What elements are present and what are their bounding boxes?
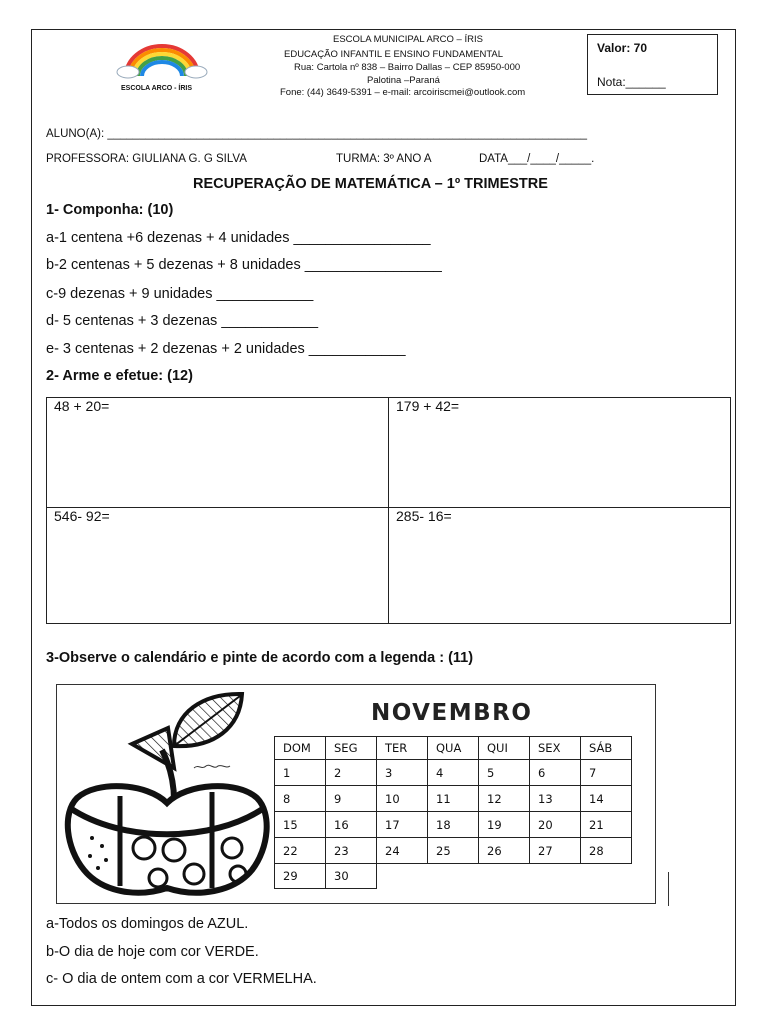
frame-right-mark: [668, 872, 669, 906]
calendar-day[interactable]: 18: [428, 812, 479, 838]
q3-heading: 3-Observe o calendário e pinte de acordo com a legenda : (11): [46, 650, 474, 666]
calendar-day[interactable]: 4: [428, 760, 479, 786]
apple-drawing-icon: [62, 688, 272, 900]
q1-item-a: a-1 centena +6 dezenas + 4 unidades _________________: [46, 230, 431, 246]
grade-box: [587, 34, 718, 95]
calendar-day[interactable]: 14: [581, 786, 632, 812]
teacher-label: PROFESSORA: GIULIANA G. G SILVA: [46, 153, 247, 165]
calendar-day[interactable]: 2: [326, 760, 377, 786]
calendar-table: [274, 736, 632, 889]
q2-heading: 2- Arme e efetue: (12): [46, 368, 193, 384]
operations-grid: [46, 397, 731, 624]
rainbow-logo-icon: [116, 42, 208, 80]
page-title: RECUPERAÇÃO DE MATEMÁTICA – 1º TRIMESTRE: [193, 176, 548, 192]
calendar-empty-cell: [581, 864, 632, 889]
weekday-header: SÁB: [581, 737, 632, 760]
school-city: Palotina –Paraná: [367, 75, 440, 86]
calendar-day[interactable]: 19: [479, 812, 530, 838]
school-address: Rua: Cartola nº 838 – Bairro Dallas – CEP 85950-000: [294, 62, 521, 73]
grade-field[interactable]: Nota:______: [597, 75, 666, 89]
calendar-day[interactable]: 20: [530, 812, 581, 838]
calendar-day[interactable]: 22: [275, 838, 326, 864]
calendar-day[interactable]: 3: [377, 760, 428, 786]
calendar-day[interactable]: 13: [530, 786, 581, 812]
q1-item-c: c-9 dezenas + 9 unidades ____________: [46, 286, 314, 302]
apple-signature-icon: [192, 762, 232, 772]
calendar-day[interactable]: 16: [326, 812, 377, 838]
calendar-day[interactable]: 25: [428, 838, 479, 864]
calendar-day[interactable]: 27: [530, 838, 581, 864]
school-contact: Fone: (44) 3649-5391 – e-mail: arcoiriscmei@outlook.com: [280, 87, 526, 98]
calendar-day[interactable]: 9: [326, 786, 377, 812]
weekday-header: SEX: [530, 737, 581, 760]
calendar-day[interactable]: 29: [275, 864, 326, 889]
q1-item-d: d- 5 centenas + 3 dezenas ____________: [46, 313, 319, 329]
q1-item-b: b-2 centenas + 5 dezenas + 8 unidades _________________: [46, 257, 442, 273]
legend-item-b: b-O dia de hoje com cor VERDE.: [46, 944, 259, 960]
student-name-field[interactable]: ALUNO(A): ___________________________________________________________________________: [46, 128, 588, 140]
weekday-header: QUI: [479, 737, 530, 760]
calendar-empty-cell: [479, 864, 530, 889]
op-cell[interactable]: 285- 16=: [389, 508, 731, 624]
calendar-day[interactable]: 15: [275, 812, 326, 838]
calendar-day[interactable]: 28: [581, 838, 632, 864]
calendar-day[interactable]: 26: [479, 838, 530, 864]
calendar-day[interactable]: 7: [581, 760, 632, 786]
calendar-empty-cell: [377, 864, 428, 889]
q1-item-e: e- 3 centenas + 2 dezenas + 2 unidades ____________: [46, 341, 406, 357]
calendar-empty-cell: [530, 864, 581, 889]
op-cell[interactable]: 546- 92=: [47, 508, 389, 624]
calendar-day[interactable]: 12: [479, 786, 530, 812]
calendar-day[interactable]: 11: [428, 786, 479, 812]
education-level: EDUCAÇÃO INFANTIL E ENSINO FUNDAMENTAL: [284, 49, 504, 60]
weekday-header: DOM: [275, 737, 326, 760]
calendar-day[interactable]: 10: [377, 786, 428, 812]
calendar-day[interactable]: 8: [275, 786, 326, 812]
legend-item-c: c- O dia de ontem com a cor VERMELHA.: [46, 971, 317, 987]
calendar-day[interactable]: 23: [326, 838, 377, 864]
calendar-empty-cell: [428, 864, 479, 889]
calendar-day[interactable]: 30: [326, 864, 377, 889]
calendar-day[interactable]: 17: [377, 812, 428, 838]
weekday-header: TER: [377, 737, 428, 760]
class-label: TURMA: 3º ANO A: [336, 153, 432, 165]
legend-item-a: a-Todos os domingos de AZUL.: [46, 916, 249, 932]
value-label: Valor: 70: [597, 41, 648, 55]
weekday-header: QUA: [428, 737, 479, 760]
calendar-day[interactable]: 24: [377, 838, 428, 864]
date-field[interactable]: DATA___/____/_____.: [479, 153, 595, 165]
op-cell[interactable]: 179 + 42=: [389, 398, 731, 508]
op-cell[interactable]: 48 + 20=: [47, 398, 389, 508]
calendar-day[interactable]: 6: [530, 760, 581, 786]
calendar-day[interactable]: 21: [581, 812, 632, 838]
calendar-month: NOVEMBRO: [371, 700, 533, 726]
calendar-day[interactable]: 5: [479, 760, 530, 786]
logo-text: ESCOLA ARCO - ÍRIS: [121, 85, 193, 92]
calendar-day[interactable]: 1: [275, 760, 326, 786]
q1-heading: 1- Componha: (10): [46, 202, 174, 218]
weekday-header: SEG: [326, 737, 377, 760]
school-name: ESCOLA MUNICIPAL ARCO – ÍRIS: [333, 34, 483, 45]
